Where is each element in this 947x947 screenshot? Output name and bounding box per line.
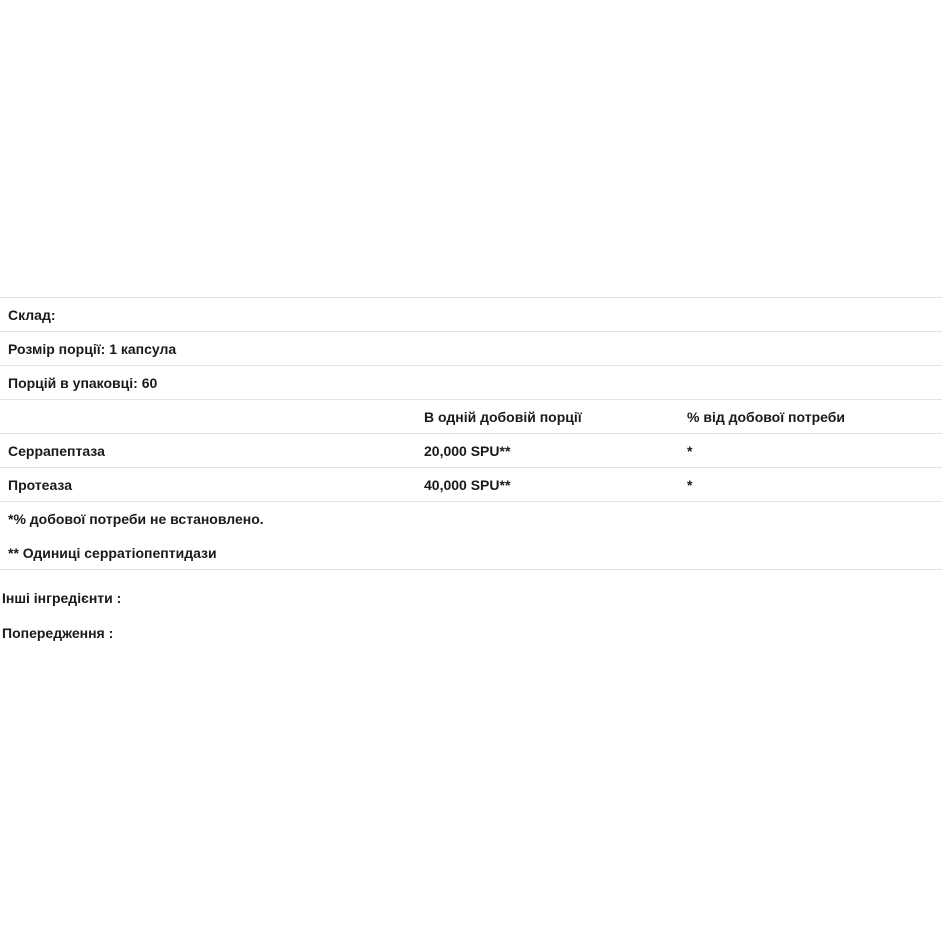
footnote-units: ** Одиниці серратіопептидази bbox=[8, 545, 217, 561]
header-amount: В одній добовій порції bbox=[424, 409, 582, 425]
ingredient-amount: 40,000 SPU** bbox=[424, 477, 511, 493]
ingredient-name: Протеаза bbox=[8, 477, 72, 493]
footnote-daily-value: *% добової потреби не встановлено. bbox=[8, 511, 264, 527]
servings-per-container-row bbox=[0, 366, 942, 400]
footnote-row bbox=[0, 536, 942, 570]
composition-title: Склад: bbox=[8, 307, 56, 323]
other-ingredients-label: Інші інгредієнти : bbox=[2, 590, 122, 606]
ingredient-daily-value: * bbox=[687, 443, 693, 459]
ingredient-amount: 20,000 SPU** bbox=[424, 443, 511, 459]
table-row bbox=[0, 434, 942, 468]
warnings-label: Попередження : bbox=[2, 625, 114, 641]
footnote-row bbox=[0, 502, 942, 536]
supplement-facts-table bbox=[0, 297, 942, 570]
table-header-row bbox=[0, 400, 942, 434]
composition-title-row bbox=[0, 298, 942, 332]
ingredient-daily-value: * bbox=[687, 477, 693, 493]
servings-per-container: Порцій в упаковці: 60 bbox=[8, 375, 158, 391]
table-row bbox=[0, 468, 942, 502]
header-daily-value: % від добової потреби bbox=[687, 409, 845, 425]
serving-size: Розмір порції: 1 капсула bbox=[8, 341, 177, 357]
serving-size-row bbox=[0, 332, 942, 366]
ingredient-name: Серрапептаза bbox=[8, 443, 105, 459]
